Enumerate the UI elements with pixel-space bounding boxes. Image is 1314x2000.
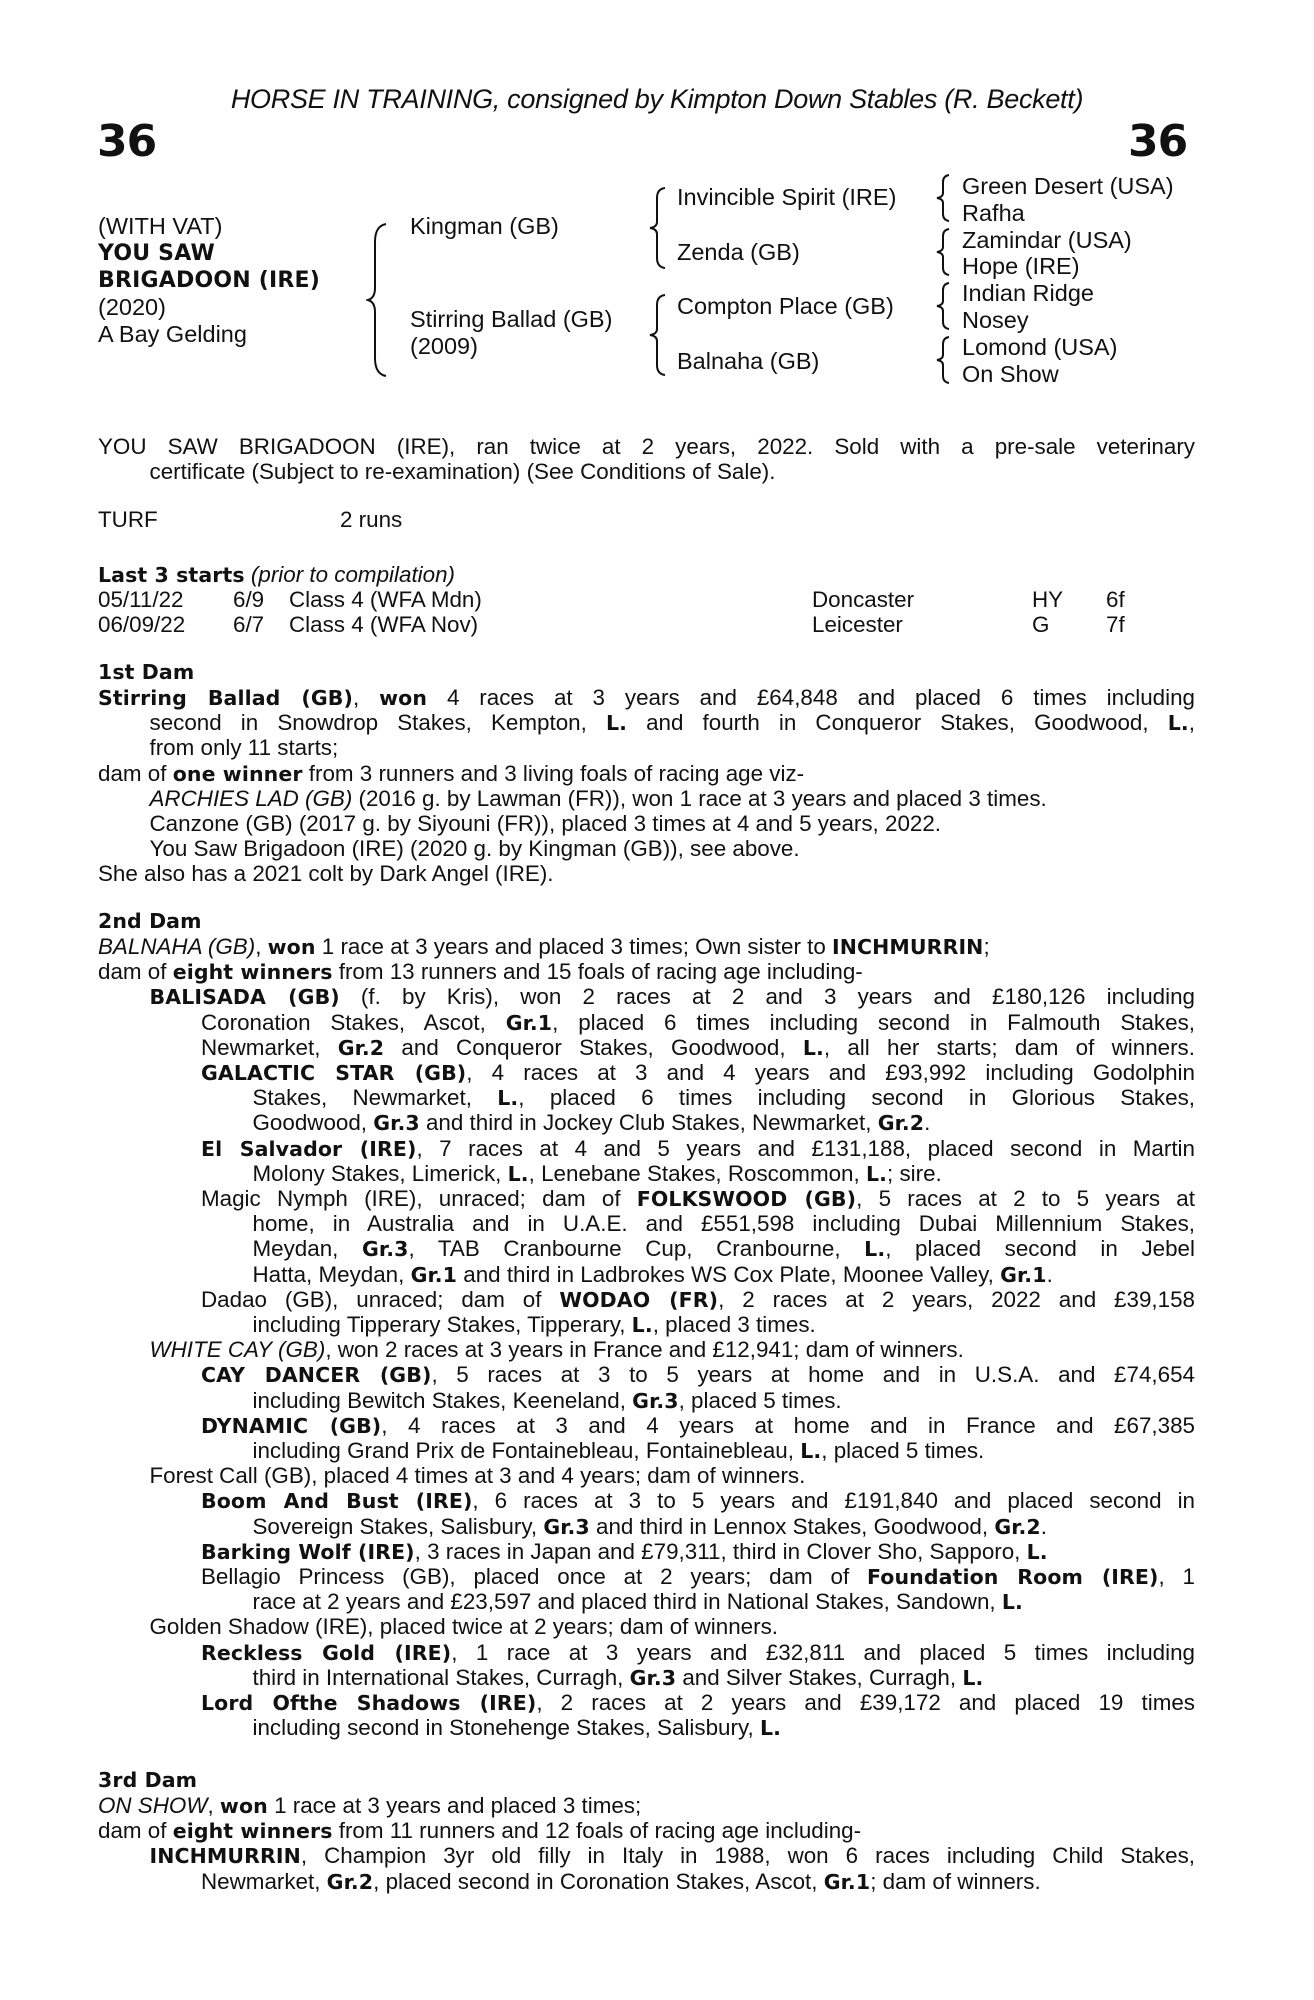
text-line: [253, 1438, 1196, 1463]
text: dam of: [98, 959, 173, 985]
text-line: [150, 1614, 1196, 1639]
bold-text: BALISADA (GB): [149, 985, 340, 1010]
text: certificate (Subject to re-examination) (See Conditions of Sale).: [149, 459, 776, 485]
text: 4 races at 3 years and £64,848 and placed 6 times including: [427, 685, 1195, 710]
horse-description: A Bay Gelding: [98, 321, 247, 347]
text-line: [201, 1488, 1195, 1513]
text-line: [150, 1843, 1196, 1868]
text: Dadao (GB), unraced; dam of: [201, 1286, 560, 1312]
text-line: [253, 1236, 1196, 1261]
italic-text: WHITE CAY (GB): [149, 1337, 326, 1363]
text: , 7 races at 4 and 5 years and £131,188, placed second in Martin: [416, 1135, 1195, 1161]
text-line: [253, 1589, 1196, 1614]
bold-text: Gr.2: [877, 1111, 925, 1136]
first-dam-heading: 1st Dam: [98, 660, 195, 684]
bold-text: CAY DANCER (GB): [201, 1363, 432, 1388]
bold-text: eight winners: [172, 960, 333, 985]
text: Forest Call (GB), placed 4 times at 3 and 4 years; dam of winners.: [149, 1463, 806, 1489]
text: , 1 race at 3 years and £32,811 and placed 5 times including: [451, 1639, 1196, 1665]
bold-text: GALACTIC STAR (GB): [201, 1061, 467, 1085]
text: Golden Shadow (IRE), placed twice at 2 years; dam of winners.: [149, 1614, 778, 1640]
text: , placed 5 times.: [821, 1438, 985, 1463]
text: , placed 5 times.: [678, 1387, 842, 1413]
text-line: [253, 1665, 1196, 1690]
italic-text: ON SHOW: [98, 1793, 208, 1818]
vat-note: (WITH VAT): [98, 213, 223, 239]
text-line: [253, 1085, 1196, 1110]
lot-number-left: 36: [97, 116, 157, 167]
text-line: [201, 1362, 1195, 1387]
text: , placed 6 times including second in Glorious Stakes,: [518, 1085, 1195, 1111]
bold-text: Gr.1: [505, 1010, 553, 1035]
text: , TAB Cranbourne Cup, Cranbourne,: [408, 1236, 865, 1262]
text: second in Snowdrop Stakes, Kempton,: [149, 710, 606, 736]
text: Molony Stakes, Limerick,: [252, 1160, 508, 1186]
surface-runs: 2 runs: [340, 507, 403, 532]
text: and third in Lennox Stakes, Goodwood,: [589, 1513, 995, 1539]
horse-identity: [98, 213, 320, 348]
text: , Champion 3yr old filly in Italy in 1988, won 6 races including Child Stakes,: [300, 1843, 1195, 1869]
pedigree-dam-sire: Compton Place (GB): [677, 293, 894, 319]
race-going: HY: [1032, 587, 1064, 612]
horse-name-line1: YOU SAW: [98, 241, 215, 266]
text-line: [201, 1035, 1195, 1060]
race-row: [0, 612, 1314, 637]
text: including Tipperary Stakes, Tipperary,: [252, 1312, 632, 1337]
bold-text: L.: [1026, 1539, 1048, 1564]
text-line: [98, 959, 1195, 984]
bold-text: Boom And Bust (IRE): [201, 1489, 473, 1514]
race-date: 06/09/22: [98, 612, 186, 637]
pedigree-brace-main: [366, 222, 390, 378]
pedigree-brace-g4-4: [934, 335, 952, 385]
bold-text: eight winners: [172, 1819, 333, 1844]
text: She also has a 2021 colt by Dark Angel (IRE).: [98, 861, 554, 887]
pedigree-brace-g4-3: [934, 281, 952, 331]
text: (f. by Kris), won 2 races at 2 and 3 years and £180,126 including: [339, 984, 1195, 1010]
bold-text: L.: [864, 1237, 886, 1262]
pedigree-gen4-item: Hope (IRE): [962, 253, 1080, 280]
text-line: [98, 934, 1195, 959]
text: from only 11 starts;: [149, 735, 339, 761]
text: 1 race at 3 years and placed 3 times;: [267, 1793, 642, 1818]
text: , won 2 races at 3 years in France and £12,941; dam of winners.: [325, 1337, 964, 1363]
text: Coronation Stakes, Ascot,: [201, 1009, 506, 1035]
bold-text: Gr.3: [632, 1388, 679, 1413]
text: including Bewitch Stakes, Keeneland,: [252, 1387, 633, 1413]
text: ,: [255, 934, 268, 959]
text: , placed 3 times.: [652, 1312, 816, 1337]
text: Magic Nymph (IRE), unraced; dam of: [201, 1186, 637, 1211]
text: , 1: [1158, 1564, 1195, 1589]
pedigree-gen4-item: Lomond (USA): [962, 333, 1118, 360]
text-line: [98, 861, 1195, 886]
bold-text: Gr.1: [410, 1262, 458, 1287]
text-line: [150, 811, 1196, 836]
text: , 3 races in Japan and £79,311, third in Clover Sho, Sapporo,: [414, 1538, 1027, 1564]
text: including Grand Prix de Fontainebleau, Fontainebleau,: [252, 1438, 801, 1463]
text-line: [150, 1463, 1196, 1488]
race-class: Class 4 (WFA Nov): [289, 612, 479, 637]
italic-text: ARCHIES LAD (GB): [149, 785, 353, 811]
text: , all her starts; dam of winners.: [823, 1034, 1195, 1060]
horse-foaling-year: (2020): [98, 294, 166, 320]
text: .: [924, 1110, 931, 1136]
pedigree-gen4-item: Indian Ridge: [962, 280, 1094, 307]
pedigree-sire-sire: Invincible Spirit (IRE): [677, 184, 897, 210]
text: Goodwood,: [252, 1110, 374, 1136]
text-line: [201, 1413, 1195, 1438]
bold-text: L.: [802, 1035, 824, 1060]
pedigree-dam-dam: Balnaha (GB): [677, 348, 820, 374]
bold-text: Gr.2: [337, 1035, 385, 1060]
race-position: 6/7: [233, 612, 265, 637]
text: , 2 races at 2 years, 2022 and £39,158: [718, 1286, 1195, 1312]
text: ; sire.: [887, 1160, 942, 1186]
pedigree-dam: Stirring Ballad (GB): [410, 306, 613, 332]
text: Sovereign Stakes, Salisbury,: [252, 1513, 544, 1539]
text: Canzone (GB) (2017 g. by Siyouni (FR)), placed 3 times at 4 and 5 years, 2022.: [149, 811, 942, 836]
text: , 4 races at 3 and 4 years at home and in France and £67,385: [381, 1412, 1195, 1438]
text-line: [150, 459, 1196, 484]
race-date: 05/11/22: [98, 587, 184, 612]
text-line: [253, 1110, 1196, 1135]
pedigree-gen4-item: Rafha: [962, 199, 1025, 226]
bold-text: Gr.3: [629, 1665, 677, 1690]
text: , 2 races at 2 years and £39,172 and placed 19 times: [536, 1690, 1196, 1715]
text-line: [150, 710, 1196, 735]
text: .: [1040, 1513, 1048, 1539]
bold-text: FOLKSWOOD (GB): [636, 1187, 857, 1211]
text-line: [253, 1161, 1196, 1186]
text-line: [201, 1690, 1195, 1715]
text: home, in Australia and in U.A.E. and £551,598 including Dubai Millennium Stakes,: [252, 1211, 1195, 1237]
race-course: Leicester: [812, 612, 903, 637]
text: from 3 runners and 3 living foals of racing age viz-: [302, 760, 805, 786]
text: Hatta, Meydan,: [252, 1261, 411, 1287]
text: third in International Stakes, Curragh,: [252, 1664, 630, 1690]
bold-text: DYNAMIC (GB): [201, 1413, 382, 1438]
pedigree-dam-year: (2009): [410, 333, 478, 359]
race-class: Class 4 (WFA Mdn): [289, 587, 482, 612]
bold-text: Gr.2: [326, 1869, 374, 1894]
bold-text: won: [219, 1794, 268, 1818]
second-dam-heading: 2nd Dam: [98, 909, 202, 933]
text: Newmarket,: [201, 1868, 327, 1894]
text-line: [98, 434, 1195, 459]
text-line: [253, 1715, 1196, 1740]
pedigree-gen4: [962, 173, 1174, 387]
text: ;: [983, 934, 990, 959]
text-line: [150, 735, 1196, 760]
text: including second in Stonehenge Stakes, Salisbury,: [252, 1715, 760, 1741]
pedigree-gen4-item: On Show: [962, 360, 1059, 387]
text: and Silver Stakes, Curragh,: [676, 1664, 963, 1690]
text: ,: [207, 1793, 220, 1818]
text-line: [201, 1186, 1195, 1211]
text-line: [150, 786, 1196, 811]
bold-text: Gr.1: [823, 1869, 871, 1894]
text: ,: [352, 685, 380, 710]
pedigree-gen4-item: Green Desert (USA): [962, 173, 1174, 199]
text-line: [201, 1136, 1195, 1161]
text: dam of: [98, 760, 173, 786]
pedigree-brace-g4-2: [934, 227, 952, 277]
bold-text: won: [379, 686, 428, 710]
text-line: [253, 1514, 1196, 1539]
text: and third in Jockey Club Stakes, Newmarket,: [419, 1110, 878, 1136]
race-row: [0, 587, 1314, 612]
text-line: [253, 1211, 1196, 1236]
text: race at 2 years and £23,597 and placed third in National Stakes, Sandown,: [252, 1589, 1002, 1615]
bold-text: Gr.3: [373, 1111, 420, 1136]
bold-text: L.: [507, 1161, 529, 1186]
bold-text: L.: [497, 1086, 519, 1111]
bold-text: INCHMURRIN: [149, 1844, 301, 1869]
bold-text: one winner: [172, 761, 303, 786]
surface-label: TURF: [98, 507, 158, 532]
race-course: Doncaster: [812, 587, 915, 612]
text-line: [253, 1312, 1196, 1337]
bold-text: L.: [631, 1313, 653, 1337]
bold-text: L.: [1167, 711, 1189, 736]
text: ,: [1188, 710, 1195, 736]
text-line: [150, 984, 1196, 1009]
race-distance: 6f: [1106, 587, 1125, 612]
pedigree-brace-sire: [648, 186, 668, 270]
text: YOU SAW BRIGADOON (IRE), ran twice at 2 years, 2022. Sold with a pre-sale veterinary: [98, 434, 1195, 459]
bold-text: won: [267, 935, 316, 959]
text: from 13 runners and 15 foals of racing age including-: [332, 959, 863, 985]
bold-text: Gr.2: [994, 1514, 1041, 1539]
text-line: [201, 1287, 1195, 1312]
bold-text: Lord Ofthe Shadows (IRE): [201, 1691, 537, 1715]
text: Meydan,: [252, 1236, 362, 1262]
text: Newmarket,: [201, 1034, 338, 1060]
pedigree-gen4-item: Zamindar (USA): [962, 226, 1132, 253]
catalogue-header: HORSE IN TRAINING, consigned by Kimpton Down Stables (R. Beckett): [230, 84, 1084, 114]
text: , 5 races at 2 to 5 years at: [856, 1186, 1195, 1211]
text-line: [98, 761, 1195, 786]
text-line: [253, 1262, 1196, 1287]
bold-text: L.: [1001, 1590, 1023, 1615]
text: , placed 6 times including second in Falmouth Stakes,: [552, 1009, 1196, 1035]
text: , placed second in Coronation Stakes, Ascot,: [373, 1868, 824, 1894]
text-line: [150, 1337, 1196, 1362]
text: (2016 g. by Lawman (FR)), won 1 race at 3 years and placed 3 times.: [352, 785, 1047, 811]
race-distance: 7f: [1106, 612, 1125, 637]
bold-text: WODAO (FR): [559, 1287, 719, 1312]
text-line: [253, 1388, 1196, 1413]
text-line: [150, 836, 1196, 861]
text-line: [98, 1818, 1195, 1843]
race-going: G: [1032, 612, 1050, 637]
text: , placed second in Jebel: [885, 1236, 1195, 1262]
text: Bellagio Princess (GB), placed once at 2 years; dam of: [201, 1564, 867, 1589]
text-line: [201, 1869, 1195, 1894]
pedigree-gen4-item: Nosey: [962, 306, 1029, 333]
bold-text: INCHMURRIN: [832, 935, 984, 959]
bold-text: Gr.3: [361, 1237, 409, 1262]
bold-text: L.: [865, 1161, 888, 1186]
text: ; dam of winners.: [870, 1868, 1041, 1894]
text: and fourth in Conqueror Stakes, Goodwood,: [627, 710, 1168, 736]
text: dam of: [98, 1818, 173, 1844]
text-line: [98, 1793, 1195, 1818]
bold-text: L.: [962, 1665, 984, 1690]
last-starts-title: Last 3 starts: [98, 563, 245, 587]
bold-text: El Salvador (IRE): [201, 1136, 417, 1161]
text-line: [201, 1010, 1195, 1035]
lot-number-right: 36: [1128, 116, 1188, 167]
text: from 11 runners and 12 foals of racing age including-: [332, 1818, 862, 1844]
text-line: [201, 1060, 1195, 1085]
third-dam-heading: 3rd Dam: [98, 1768, 198, 1792]
bold-text: Gr.3: [543, 1514, 590, 1539]
text-line: [201, 1564, 1195, 1589]
text: You Saw Brigadoon (IRE) (2020 g. by Kingman (GB)), see above.: [149, 836, 800, 862]
text: 1 race at 3 years and placed 3 times; Own sister to: [315, 934, 833, 959]
text: .: [1046, 1261, 1053, 1287]
text: , Lenebane Stakes, Roscommon,: [528, 1160, 866, 1186]
last-starts-heading: [98, 562, 455, 588]
bold-text: L.: [800, 1439, 822, 1463]
pedigree-brace-dam: [648, 293, 668, 377]
text: and Conqueror Stakes, Goodwood,: [384, 1034, 803, 1060]
text: , 6 races at 3 to 5 years and £191,840 and placed second in: [472, 1488, 1195, 1514]
pedigree-sire: Kingman (GB): [410, 213, 559, 239]
text-line: [98, 685, 1195, 710]
text: Stakes, Newmarket,: [252, 1085, 498, 1111]
bold-text: L.: [605, 711, 627, 736]
bold-text: Stirring Ballad (GB): [98, 686, 353, 710]
bold-text: L.: [759, 1716, 781, 1741]
bold-text: Reckless Gold (IRE): [201, 1640, 452, 1665]
text: and third in Ladbrokes WS Cox Plate, Moonee Valley,: [457, 1261, 1001, 1287]
text: , 5 races at 3 to 5 years at home and in U.S.A. and £74,654: [431, 1362, 1195, 1388]
race-position: 6/9: [233, 587, 265, 612]
bold-text: Gr.1: [1000, 1262, 1047, 1287]
horse-name-line2: BRIGADOON (IRE): [98, 268, 320, 293]
last-starts-subtitle: (prior to compilation): [250, 562, 455, 587]
bold-text: Foundation Room (IRE): [867, 1565, 1159, 1589]
italic-text: BALNAHA (GB): [98, 934, 256, 959]
bold-text: Barking Wolf (IRE): [201, 1539, 415, 1564]
text: , 4 races at 3 and 4 years and £93,992 including Godolphin: [466, 1060, 1195, 1085]
text-line: [201, 1640, 1195, 1665]
pedigree-brace-g4-1: [934, 173, 952, 223]
pedigree-sire-dam: Zenda (GB): [677, 239, 800, 265]
text-line: [201, 1539, 1195, 1564]
